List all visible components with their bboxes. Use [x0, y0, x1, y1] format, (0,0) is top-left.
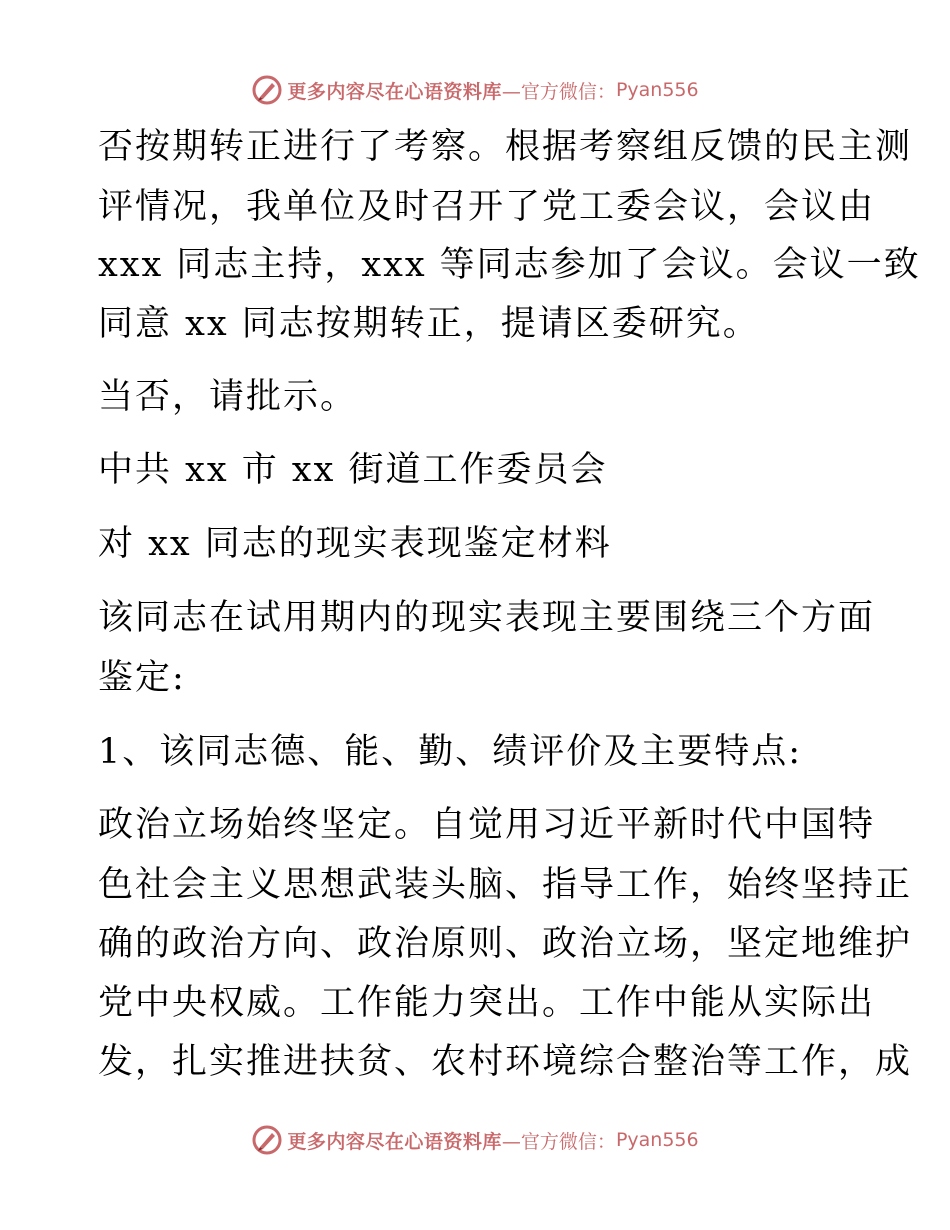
- header-watermark: [0, 70, 950, 110]
- watermark-text: 更多内容尽在心语资料库: [287, 1130, 502, 1153]
- body-line: 发，扎实推进扶贫、农村环境综合整治等工作，成: [98, 1042, 913, 1082]
- body-line: 当否，请批示。: [98, 377, 358, 417]
- pen-logo-icon: [251, 1124, 283, 1156]
- body-line: xxx 同志主持，xxx 等同志参加了会议。会议一致: [98, 245, 921, 285]
- body-line: 同意 xx 同志按期转正，提请区委研究。: [98, 304, 760, 344]
- body-line: 确的政治方向、政治原则、政治立场，坚定地维护: [98, 924, 913, 964]
- body-line: 对 xx 同志的现实表现鉴定材料: [98, 524, 612, 564]
- body-line: 评情况，我单位及时召开了党工委会议，会议由: [98, 187, 876, 227]
- body-line: 色社会主义思想武装头脑、指导工作，始终坚持正: [98, 865, 913, 905]
- body-line: 1、该同志德、能、勤、绩评价及主要特点:: [98, 732, 803, 772]
- body-line: 中共 xx 市 xx 街道工作委员会: [98, 450, 608, 490]
- watermark-separator: —官方微信：: [501, 1130, 616, 1153]
- body-line: 否按期转正进行了考察。根据考察组反馈的民主测: [98, 127, 913, 167]
- body-line: 该同志在试用期内的现实表现主要围绕三个方面: [98, 598, 876, 638]
- watermark-separator: —官方微信：: [501, 80, 616, 103]
- body-line: 政治立场始终坚定。自觉用习近平新时代中国特: [98, 805, 876, 845]
- watermark-wechat-id: Pyan556: [615, 1129, 699, 1151]
- watermark-text: 更多内容尽在心语资料库: [287, 80, 502, 103]
- watermark-wechat-id: Pyan556: [615, 79, 699, 101]
- pen-logo-icon: [251, 74, 283, 106]
- body-line: 党中央权威。工作能力突出。工作中能从实际出: [98, 983, 876, 1023]
- footer-watermark: [0, 1120, 950, 1160]
- body-line: 鉴定:: [98, 658, 186, 698]
